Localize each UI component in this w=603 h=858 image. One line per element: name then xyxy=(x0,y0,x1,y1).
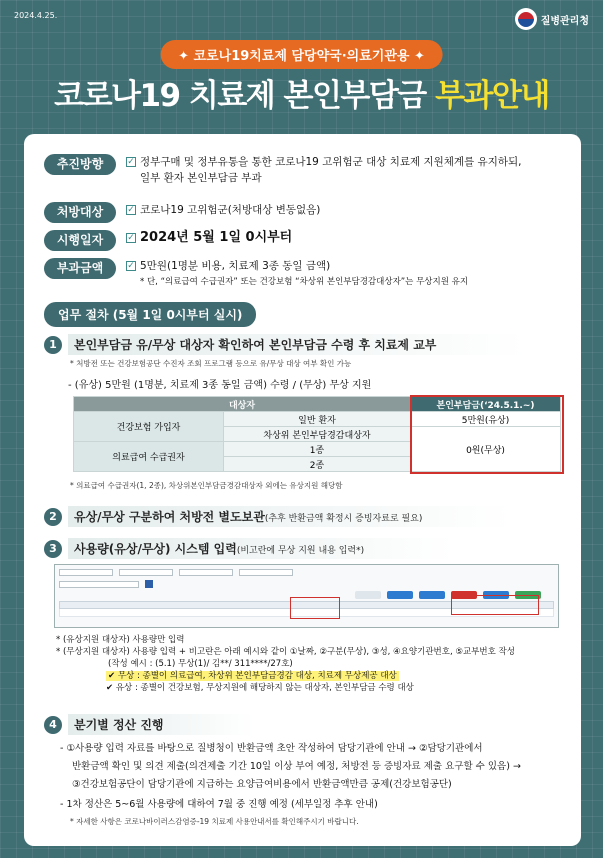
summary-row-target: 처방대상 ✓ 코로나19 고위험군(처방대상 변동없음) xyxy=(44,202,320,223)
taegeuk-icon xyxy=(515,8,537,30)
highlight-box xyxy=(290,597,340,619)
step-1: 1 본인부담금 유/무상 대상자 확인하여 본인부담금 수령 후 치료제 교부 xyxy=(44,334,526,355)
step-3: 3 사용량(유상/무상) 시스템 입력(비고란에 무상 지원 내용 입력*) xyxy=(44,538,454,559)
highlight-box xyxy=(410,395,564,474)
content-panel: 추진방향 ✓ 정부구매 및 정부유통을 통한 코로나19 고위험군 대상 치료제 지원체계를 유지하되, 일부 환자 본인부담금 부과 처방대상 ✓ 코로나19 고위험군(처방대상 변동없음) 시행일자 ✓ 2024년 5월 1일 0시부터 부과금액 ✓ 5만원(1명분 비용, 치료제 3종 동일 금액) * 단, “의료급여 수급권자” 또는 건강보험 “차상위 본인부담경감대상자”는 무상지원 유지 업무 절차 (5월 1일 0시부터 실시) 1 본인부담금 유/무상 대상자 확인하여 본인부담금 수령 후 치료제 교부 * 처방전 또는 건강보험공단 수진자 조회 프로그램 등으로 유/무상 대상 여부 확인 가능 - (유상) 5만원 (1명분, 치료제 3종 동일 금액) 수령 / (무상) 무상 지원 대상자 본인부담금(‘24.5.1.~) 건강보험 가입자 일반 환자 5만원(유상) 차상위 본인부담경감대상자 0원(무상) 의료급여 수급권자 1종 2종 * 의료급여 수급권자(1, 2종), 차상위본인부담금경감대상자 외에는 유상지원 해당함 2 유상/무상 구분하여 처방전 별도보관(추후 반환금액 확정시 증빙자료로 필요) 3 사용량(유상/무상) 시스템 입력(비고란에 무상 지원 내용 입력*) * (유상지원 대상자) 사용량만 입력 * (무상지원 대상자) 사용량 입력 + 비고란은 아래 예시와 같이 ①날짜, ②구분(무상), ③성, ④요양기관번호, ⑤교부번호 작성 (작성 예시 : (5.1) 무상(1)/ 김**/ 311****/27호) ✔ 무상 : 종별이 의료급여, 차상위 본인부담금경감 대상, 치료제 무상제공 대상 ✔ 유상 : 종별이 건강보험, 무상지원에 해당하지 않는 대상자, 본인부담금 수령 대상 4 분기별 정산 진행 - ①사용량 입력 자료를 바탕으로 질병청이 반환금액 초안 작성하여 담당기관에 안내 → ②담당기관에서 반환금액 확인 및 의견 제출(의견제출 기간 10일 이상 부여 예정, 처방전 등 증빙자료 제출 요구할 수 있음) → ③건강보험공단이 담당기관에 지급하는 요양급여비용에서 반환금액만큼 공제(건강보험공단) - 1차 정산은 5~6월 사용량에 대하여 7월 중 진행 예정 (세부일정 추후 안내) * 자세한 사항은 코로나바이러스감염증-19 치료제 사용안내서를 확인해주시기 바랍니다. xyxy=(24,134,581,846)
summary-row-direction: 추진방향 ✓ 정부구매 및 정부유통을 통한 코로나19 고위험군 대상 치료제 지원체계를 유지하되, 일부 환자 본인부담금 부과 xyxy=(44,154,521,186)
summary-row-amount: 부과금액 ✓ 5만원(1명분 비용, 치료제 3종 동일 금액) * 단, “의료급여 수급권자” 또는 건강보험 “차상위 본인부담경감대상자”는 무상지원 유지 xyxy=(44,258,468,290)
check-icon: ✓ xyxy=(127,261,135,271)
summary-row-date: 시행일자 ✓ 2024년 5월 1일 0시부터 xyxy=(44,230,292,251)
search-icon xyxy=(145,580,153,588)
procedure-title: 업무 절차 (5월 1일 0시부터 실시) xyxy=(44,302,256,327)
step3-notes: * (유상지원 대상자) 사용량만 입력 * (무상지원 대상자) 사용량 입력 + 비고란은 아래 예시와 같이 ①날짜, ②구분(무상), ③성, ④요양기관번호, ⑤교부번호 작성 (작성 예시 : (5.1) 무상(1)/ 김**/ 311****/27호) ✔ 무상 : 종별이 의료급여, 차상위 본인부담금경감 대상, 치료제 무상제공 대상 ✔ 유상 : 종별이 건강보험, 무상지원에 해당하지 않는 대상자, 본인부담금 수령 대상 xyxy=(56,635,515,693)
label-badge: 시행일자 xyxy=(44,230,116,251)
check-icon: ✓ xyxy=(127,205,135,215)
date: 2024.4.25. xyxy=(14,11,58,20)
step1-line: - (유상) 5만원 (1명분, 치료제 3종 동일 금액) 수령 / (무상) 무상 지원 xyxy=(68,380,372,391)
check-icon: ✓ xyxy=(127,157,135,167)
highlight-box xyxy=(451,595,539,615)
copay-table: 대상자 본인부담금(‘24.5.1.~) 건강보험 가입자 일반 환자 5만원(유상) 차상위 본인부담경감대상자 0원(무상) 의료급여 수급권자 1종 2종 xyxy=(73,396,561,472)
step-number: 4 xyxy=(44,716,62,734)
table-header: 대상자 xyxy=(74,397,411,412)
title-highlight: 부과안내 xyxy=(435,78,549,114)
step-2: 2 유상/무상 구분하여 처방전 별도보관(추후 반환금액 확정시 증빙자료로 필요) xyxy=(44,506,512,527)
label-badge: 부과금액 xyxy=(44,258,116,279)
label-badge: 처방대상 xyxy=(44,202,116,223)
agency-logo xyxy=(515,8,589,30)
table-header: 본인부담금(‘24.5.1.~) xyxy=(411,397,561,412)
step-4: 4 분기별 정산 진행 xyxy=(44,714,254,735)
step-number: 3 xyxy=(44,540,62,558)
step-number: 2 xyxy=(44,508,62,526)
step1-note: * 처방전 또는 건강보험공단 수진자 조회 프로그램 등으로 유/무상 대상 여부 확인 가능 xyxy=(70,359,352,368)
step-number: 1 xyxy=(44,336,62,354)
step1-foot: * 의료급여 수급권자(1, 2종), 차상위본인부담금경감대상자 외에는 유상지원 해당함 xyxy=(70,481,343,490)
check-icon: ✓ xyxy=(127,233,135,243)
agency-name: 질병관리청 xyxy=(540,15,589,27)
label-badge: 추진방향 xyxy=(44,154,116,175)
system-screenshot xyxy=(54,564,559,628)
subtitle: ✦ 코로나19치료제 담당약국·의료기관용 ✦ xyxy=(160,40,443,69)
main-title: 코로나19 치료제 본인부담금 부과안내 xyxy=(54,78,549,114)
